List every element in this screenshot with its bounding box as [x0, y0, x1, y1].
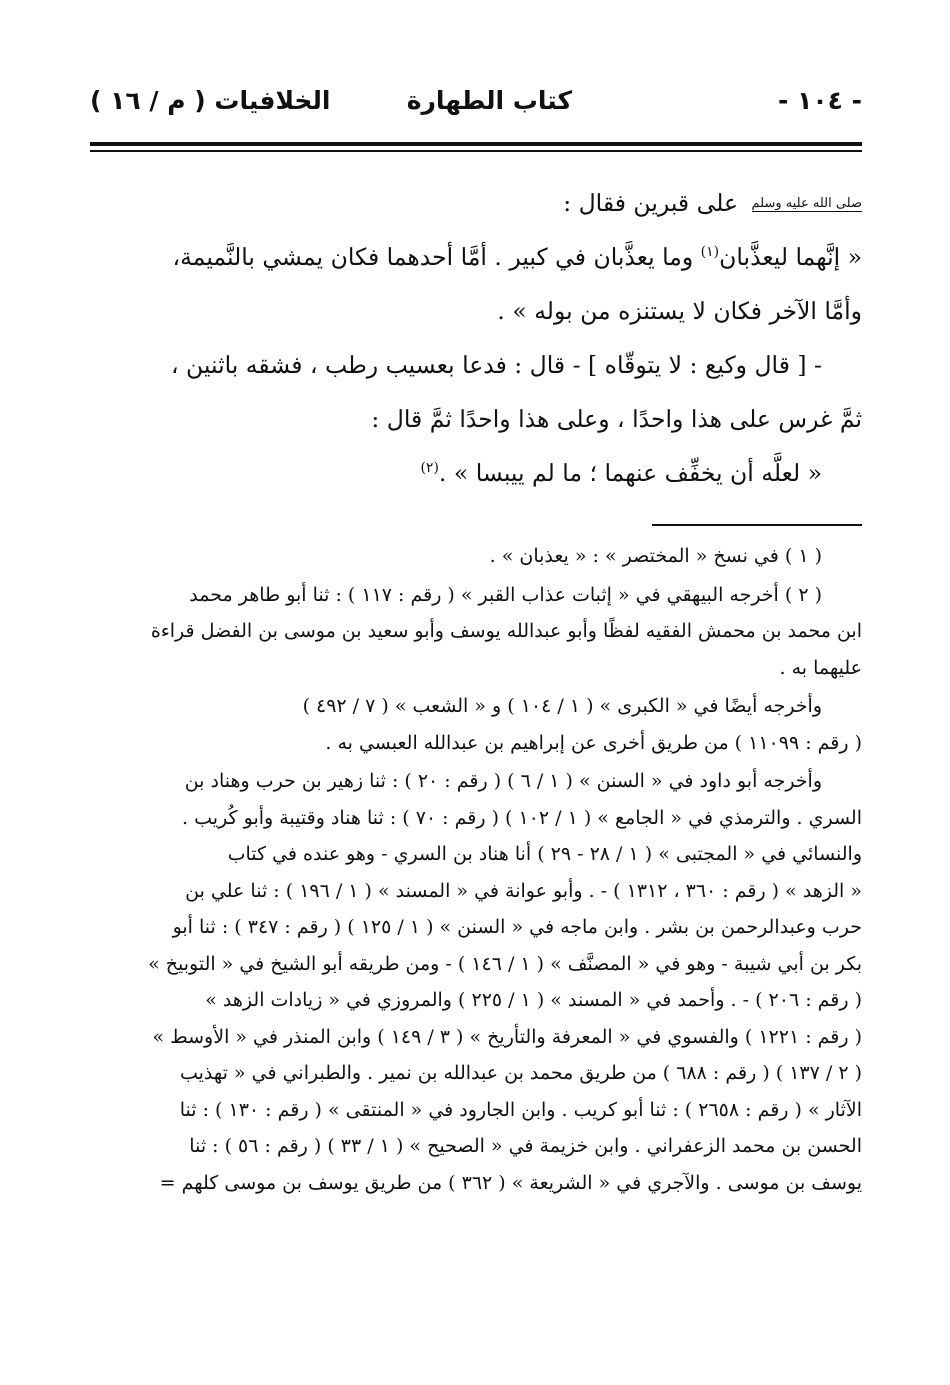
footnote-line: ( ٢ / ١٣٧ ) ( رقم : ٦٨٨ ) من طريق محمد بن عبدالله بن نمير . والطبراني في « تهذيب: [179, 1062, 862, 1084]
footnote-line: « الزهد » ( رقم : ٣٦٠ ، ١٣١٢ ) - . وأبو عوانة في « المسند » ( ١ / ١٩٦ ) : ثنا علي بن: [185, 879, 862, 902]
main-line-2: « إنَّهما ليعذَّبان$^{(١)}$ وما يعذَّبان في كبير . أمَّا أحدهما فكان يمشي بالنَّميمة،: [172, 243, 862, 271]
footnote-line: ( رقم : ١٢٢١ ) والفسوي في « المعرفة والتأريخ » ( ٣ / ١٤٩ ) وابن المنذر في « الأوسط »: [152, 1025, 862, 1048]
main-line-6: « لعلَّه أن يخفِّف عنهما ؛ ما لم ييبسا » .$^{(٢)}$: [420, 459, 822, 487]
footnote-line: الحسن بن محمد الزعفراني . وابن خزيمة في « الصحيح » ( ١ / ٣٣ ) ( رقم : ٥٦ ) : ثنا: [189, 1135, 862, 1157]
salutation-glyph: صلى الله عليه وسلم: [751, 196, 862, 211]
main-line-3: وأمَّا الآخر فكان لا يستنزه من بوله » .: [497, 297, 862, 325]
footnote-line: يوسف بن موسى . والآجري في « الشريعة » ( ٣٦٢ ) من طريق يوسف بن موسى كلهم =: [159, 1171, 862, 1194]
footnote-line: بكر بن أبي شيبة - وهو في « المصنَّف » ( ١ / ١٤٦ ) - ومن طريقه أبو الشيخ في « التوبيخ »: [148, 952, 862, 975]
footnote-line: ( رقم : ٢٠٦ ) - . وأحمد في « المسند » ( ١ / ٢٢٥ ) والمروزي في « زيادات الزهد »: [205, 989, 862, 1011]
header-rule-thin: [90, 150, 862, 152]
book-title: كتاب الطهارة: [406, 86, 572, 115]
footnote-line: وأخرجه أيضًا في « الكبرى » ( ١ / ١٠٤ ) و « الشعب » ( ٧ / ٤٩٢ ): [302, 695, 822, 717]
book-page: [90, 80, 862, 1201]
main-line-1: صلى الله عليه وسلم على قبرين فقال :: [563, 189, 862, 217]
footnote-line: ( رقم : ١١٠٩٩ ) من طريق أخرى عن إبراهيم بن عبدالله العبسي به .: [325, 731, 862, 754]
header-rule-thick: [90, 142, 862, 146]
footnote-line: والنسائي في « المجتبى » ( ١ / ٢٨ - ٢٩ ) أنا هناد بن السري - وهو عنده في كتاب: [227, 843, 862, 865]
footnote-ref-1: (١): [700, 244, 720, 261]
footnote-line: السري . والترمذي في « الجامع » ( ١ / ١٠٢ ) ( رقم : ٧٠ ) : ثنا هناد وقتيبة وأبو كُريب .: [182, 806, 862, 829]
footnote-ref-2: (٢): [420, 460, 439, 477]
main-line-4: - [ قال وكيع : لا يتوقّاه ] - قال : فدعا بعسيب رطب ، فشقه باثنين ،: [170, 351, 822, 379]
footnote-line: ( ١ ) في نسخ « المختصر » : « يعذبان » .: [489, 545, 822, 567]
main-text: [90, 176, 862, 500]
footnote-line: الآثار » ( رقم : ٢٦٥٨ ) : ثنا أبو كريب . وابن الجارود في « المنتقى » ( رقم : ١٣٠ ) : ثنا: [179, 1098, 862, 1121]
main-line-5: ثمَّ غرس على هذا واحدًا ، وعلى هذا واحدًا ثمَّ قال :: [371, 405, 862, 433]
footnote-separator: [652, 524, 862, 526]
footnotes: [90, 538, 862, 1201]
running-header: [90, 80, 862, 134]
footnote-line: عليهما به .: [779, 656, 862, 679]
page-number: - ١٠٤ -: [778, 86, 862, 115]
footnote-line: ابن محمد بن محمش الفقيه لفظًا وأبو عبدالله يوسف وأبو سعيد بن موسى بن الفضل قراءة: [150, 620, 862, 642]
footnote-line: ( ٢ ) أخرجه البيهقي في « إثبات عذاب القبر » ( رقم : ١١٧ ) : ثنا أبو طاهر محمد: [189, 583, 822, 606]
section-label: الخلافيات ( م / ١٦ ): [90, 86, 331, 115]
footnote-line: حرب وعبدالرحمن بن بشر . وابن ماجه في « السنن » ( ١ / ١٢٥ ) ( رقم : ٣٤٧ ) : ثنا أبو: [172, 916, 862, 938]
footnote-line: وأخرجه أبو داود في « السنن » ( ١ / ٦ ) ( رقم : ٢٠ ) : ثنا زهير بن حرب وهناد بن: [184, 770, 822, 792]
